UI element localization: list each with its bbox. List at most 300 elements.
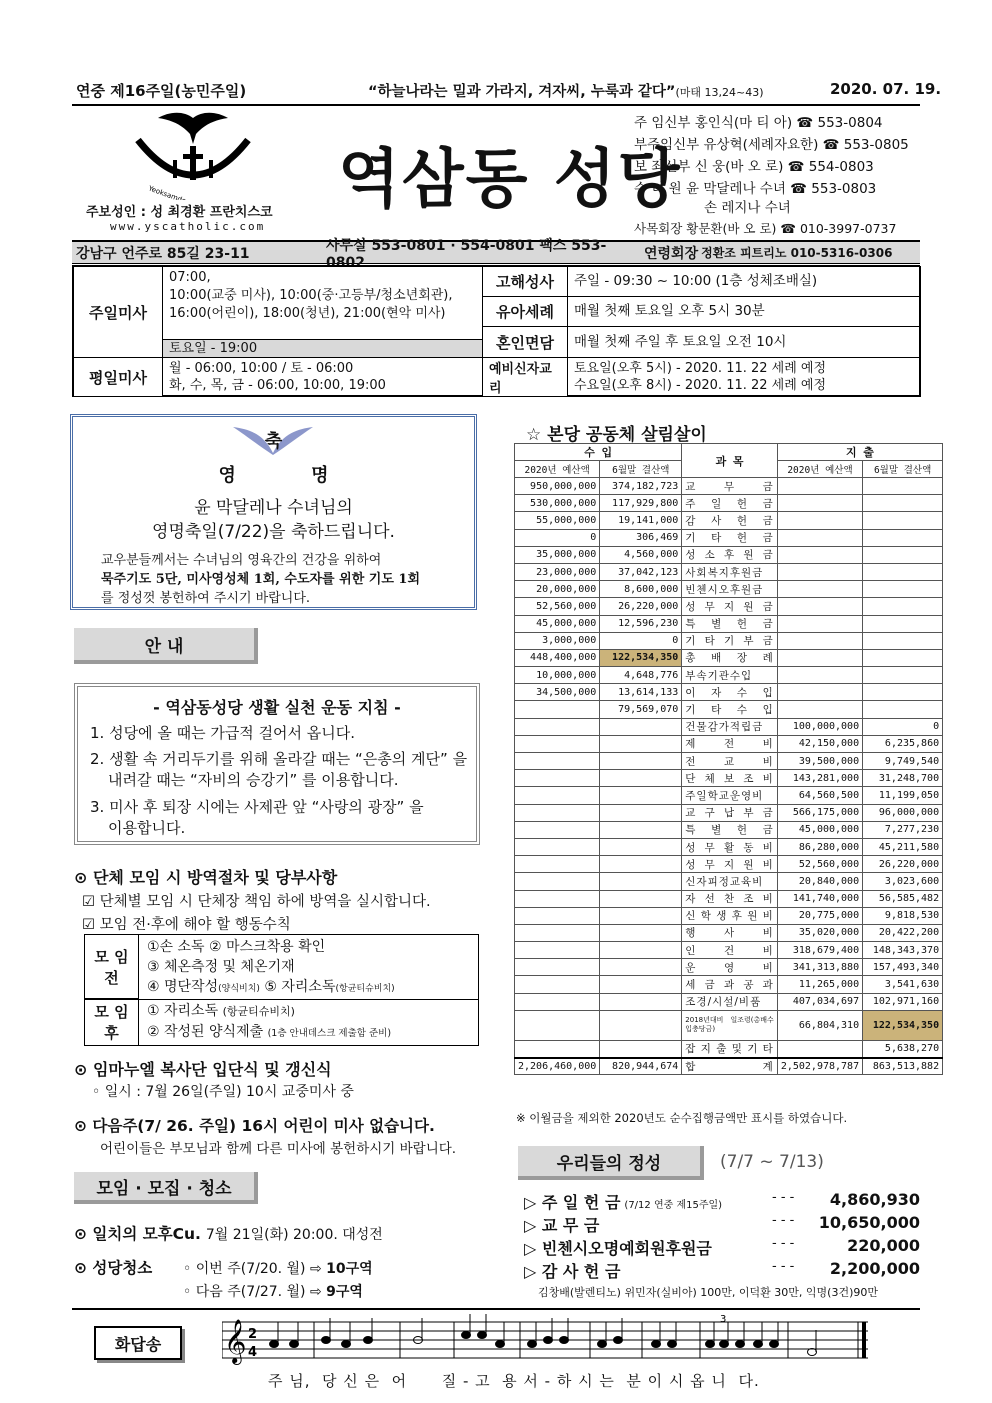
finance-value bbox=[600, 890, 682, 907]
finance-item: 2018년대비 일조령(총배수입충당금) bbox=[682, 1010, 778, 1040]
finance-value: 157,493,340 bbox=[863, 959, 943, 976]
finance-item: 특 별 헌 금 bbox=[682, 615, 778, 632]
finance-row bbox=[515, 804, 943, 821]
offering-row bbox=[524, 1236, 920, 1259]
offering-label: ▷ 주 일 헌 금 bbox=[524, 1193, 621, 1212]
music-note bbox=[808, 1349, 817, 1356]
finance-item: 총 배 장 례 bbox=[682, 649, 778, 666]
finance-value: 122,534,350 bbox=[600, 649, 682, 666]
finance-value bbox=[600, 838, 682, 855]
finance-row bbox=[515, 478, 943, 495]
finance-value: 148,343,370 bbox=[863, 942, 943, 959]
finance-item: 주 일 헌 금 bbox=[682, 495, 778, 512]
finance-value bbox=[515, 856, 600, 873]
finance-value: 42,150,000 bbox=[777, 735, 862, 752]
finance-total-value: 2,206,460,000 bbox=[515, 1058, 600, 1075]
before-meeting-steps: ①손 소독 ② 마스크착용 확인 ③ 체온측정 및 체온기재 ④ 명단작성(양식비치) ⑤ 자리소독(항균티슈비치) bbox=[147, 939, 395, 995]
infant-baptism-time: 매월 첫째 토요일 오후 5시 30분 bbox=[567, 296, 921, 327]
finance-value bbox=[600, 959, 682, 976]
finance-row bbox=[515, 873, 943, 890]
finance-row bbox=[515, 838, 943, 855]
finance-item: 기 타 기 부 금 bbox=[682, 632, 778, 649]
offering-label: ▷ 빈첸시오명예회원후원금 bbox=[524, 1239, 712, 1258]
finance-value: 117,929,800 bbox=[600, 495, 682, 512]
church-name: 역삼동 성당 bbox=[338, 142, 682, 217]
finance-item: 단 체 보 조 비 bbox=[682, 770, 778, 787]
feast-line1: 윤 막달레나 수녀님의 bbox=[194, 498, 353, 518]
offering-amount: 10,650,000 bbox=[818, 1213, 920, 1232]
music-note bbox=[528, 1341, 537, 1348]
finance-item: 신자피정교육비 bbox=[682, 873, 778, 890]
finance-value bbox=[863, 512, 943, 529]
music-note bbox=[290, 1341, 299, 1348]
finance-total-label: 합 계 bbox=[682, 1058, 778, 1075]
finance-total-row bbox=[515, 1058, 943, 1075]
finance-value bbox=[515, 890, 600, 907]
finance-value: 52,560,000 bbox=[777, 856, 862, 873]
psalm-lyrics: 주 님, 당 신 은 어 질 - 고 용 서 - 하 시 는 분 이 시 옵 니 다. bbox=[268, 1372, 760, 1390]
finance-value: 96,000,000 bbox=[863, 804, 943, 821]
finance-item: 특 별 헌 금 bbox=[682, 821, 778, 838]
finance-item: 기 타 수 입 bbox=[682, 701, 778, 718]
finance-value bbox=[863, 615, 943, 632]
treble-clef-icon: 𝄞 bbox=[224, 1319, 247, 1363]
finance-value bbox=[515, 942, 600, 959]
finance-value: 7,277,230 bbox=[863, 821, 943, 838]
offering-donors: 김창배(발렌티노) 위민자(실비아) 100만, 이덕환 30만, 익명(3건)90만 bbox=[538, 1286, 878, 1299]
finance-value bbox=[777, 598, 862, 615]
finance-value bbox=[863, 632, 943, 649]
address: 강남구 언주로 85길 23-11 bbox=[76, 245, 250, 262]
finance-value bbox=[777, 478, 862, 495]
footer-divider bbox=[72, 1308, 920, 1310]
offering-dash: - - - bbox=[772, 1236, 795, 1251]
finance-value bbox=[777, 529, 862, 546]
finance-value: 100,000,000 bbox=[777, 718, 862, 735]
feast-title: 축 bbox=[264, 431, 283, 452]
finance-row bbox=[515, 563, 943, 580]
offering-amount: 4,860,930 bbox=[829, 1190, 920, 1209]
music-note bbox=[770, 1341, 779, 1348]
finance-item: 세 금 과 공 과 bbox=[682, 976, 778, 993]
offering-row bbox=[524, 1259, 920, 1282]
expense-budget-header: 2020년 예산액 bbox=[777, 461, 862, 478]
finance-value: 0 bbox=[863, 718, 943, 735]
group-rules-check2: ☑ 모임 전·후에 해야 할 행동수칙 bbox=[82, 917, 291, 933]
finance-value bbox=[777, 581, 862, 598]
finance-value bbox=[863, 546, 943, 563]
offering-row bbox=[524, 1213, 920, 1236]
music-note bbox=[614, 1337, 623, 1344]
music-note bbox=[720, 1341, 729, 1348]
finance-value bbox=[600, 821, 682, 838]
feast-body1: 교우분들께서는 수녀님의 영육간의 건강을 위하여 bbox=[101, 553, 382, 568]
finance-value: 31,248,700 bbox=[863, 770, 943, 787]
finance-item: 이 자 수 입 bbox=[682, 684, 778, 701]
finance-value: 23,000,000 bbox=[515, 563, 600, 580]
address-bar bbox=[72, 237, 920, 271]
finance-row bbox=[515, 598, 943, 615]
finance-item: 사회복지후원금 bbox=[682, 563, 778, 580]
finance-value: 45,211,580 bbox=[863, 838, 943, 855]
offering-dash: - - - bbox=[772, 1213, 795, 1228]
after-meeting-label: 모 임 후 bbox=[85, 999, 139, 1045]
finance-value bbox=[515, 959, 600, 976]
offering-amount: 220,000 bbox=[847, 1236, 920, 1255]
notice-box-title: - 역삼동성당 생활 실천 운동 지침 - bbox=[153, 698, 401, 717]
finance-item: 감 사 헌 금 bbox=[682, 512, 778, 529]
finance-value bbox=[777, 615, 862, 632]
offering-dash: - - - bbox=[772, 1259, 795, 1274]
finance-row bbox=[515, 684, 943, 701]
finance-value: 407,034,697 bbox=[777, 993, 862, 1010]
group-rules-table bbox=[84, 934, 479, 1046]
finance-value bbox=[863, 563, 943, 580]
finance-row bbox=[515, 959, 943, 976]
finance-value bbox=[777, 563, 862, 580]
finance-item: 행 사 비 bbox=[682, 924, 778, 941]
finance-row bbox=[515, 753, 943, 770]
finance-row bbox=[515, 735, 943, 752]
offering-amount: 2,200,000 bbox=[829, 1259, 920, 1278]
finance-value bbox=[600, 804, 682, 821]
before-meeting-label: 모 임 전 bbox=[85, 935, 139, 999]
finance-row bbox=[515, 787, 943, 804]
feast-subtitle: 영 명 bbox=[218, 465, 329, 486]
finance-value bbox=[777, 701, 862, 718]
finance-value: 64,560,500 bbox=[777, 787, 862, 804]
contact-sister: 손 레지나 수녀 bbox=[704, 200, 791, 216]
finance-item: 신 학 생 후 원 비 bbox=[682, 907, 778, 924]
finance-value bbox=[777, 649, 862, 666]
music-note bbox=[478, 1332, 487, 1339]
income-june-header: 6월말 결산액 bbox=[600, 461, 682, 478]
finance-row bbox=[515, 821, 943, 838]
finance-value bbox=[600, 976, 682, 993]
finance-item: 건물감가적립금 bbox=[682, 718, 778, 735]
contact-vicar: 보 좌신부 신 웅(바 오 로) ☎ 554-0803 bbox=[634, 159, 874, 175]
finance-row bbox=[515, 993, 943, 1010]
finance-value: 86,280,000 bbox=[777, 838, 862, 855]
cleaning-title: ⊙ 성당청소 bbox=[74, 1259, 153, 1277]
after-meeting-steps: ① 자리소독 (항균티슈비치) ② 작성된 양식제출 (1층 안내데스크 제출함 준비) bbox=[147, 1003, 392, 1040]
meeting-section-title: 모임 · 모집 · 청소 bbox=[74, 1172, 258, 1204]
finance-value bbox=[515, 770, 600, 787]
finance-item: 교 구 납 부 금 bbox=[682, 804, 778, 821]
finance-value: 34,500,000 bbox=[515, 684, 600, 701]
offering-sub: (7/12 연중 제15주일) bbox=[624, 1200, 723, 1211]
finance-value: 306,469 bbox=[600, 529, 682, 546]
finance-value bbox=[515, 976, 600, 993]
finance-value: 20,775,000 bbox=[777, 907, 862, 924]
finance-value: 19,141,000 bbox=[600, 512, 682, 529]
finance-value: 37,042,123 bbox=[600, 563, 682, 580]
finance-row bbox=[515, 718, 943, 735]
triplet-mark: 3 bbox=[720, 1314, 727, 1325]
finance-value bbox=[515, 753, 600, 770]
offering-period: (7/7 ~ 7/13) bbox=[720, 1152, 824, 1172]
finance-row bbox=[515, 581, 943, 598]
finance-item: 빈첸시오후원금 bbox=[682, 581, 778, 598]
finance-row bbox=[515, 649, 943, 666]
finance-value: 52,560,000 bbox=[515, 598, 600, 615]
finance-row bbox=[515, 632, 943, 649]
music-note bbox=[706, 1341, 715, 1348]
finance-value bbox=[863, 495, 943, 512]
finance-value bbox=[777, 684, 862, 701]
contact-pastor: 주 임신부 홍인식(마 티 아) ☎ 553-0804 bbox=[634, 115, 883, 131]
offering-list bbox=[524, 1190, 920, 1282]
music-note bbox=[544, 1337, 553, 1344]
finance-value bbox=[600, 1040, 682, 1057]
finance-value: 0 bbox=[515, 529, 600, 546]
finance-item: 기 타 헌 금 bbox=[682, 529, 778, 546]
offering-row bbox=[524, 1190, 920, 1213]
finance-title: ☆ 본당 공동체 살림살이 bbox=[526, 425, 707, 445]
contact-assistant-pastor: 부주임신부 유상혁(세례자요한) ☎ 553-0805 bbox=[634, 137, 909, 153]
finance-value: 448,400,000 bbox=[515, 649, 600, 666]
finance-total-value: 2,502,978,787 bbox=[777, 1058, 862, 1075]
finance-value: 12,596,230 bbox=[600, 615, 682, 632]
music-note bbox=[342, 1341, 351, 1348]
finance-value: 122,534,350 bbox=[863, 1010, 943, 1040]
website-link[interactable]: www.yscatholic.com bbox=[110, 220, 266, 233]
finance-item: 조경/시설/비품 bbox=[682, 993, 778, 1010]
finance-value bbox=[777, 632, 862, 649]
finance-value: 143,281,000 bbox=[777, 770, 862, 787]
finance-value bbox=[777, 1040, 862, 1057]
finance-value: 9,818,530 bbox=[863, 907, 943, 924]
time-sig-top: 2 bbox=[248, 1327, 258, 1342]
finance-row bbox=[515, 1010, 943, 1040]
income-header: 수 입 bbox=[515, 444, 682, 461]
offering-label: ▷ 감 사 헌 금 bbox=[524, 1262, 621, 1281]
finance-value bbox=[777, 512, 862, 529]
finance-value: 56,585,482 bbox=[863, 890, 943, 907]
children-mass-notice: ⊙ 다음주(7/ 26. 주일) 16시 어린이 미사 없습니다. bbox=[74, 1117, 435, 1135]
finance-table bbox=[514, 443, 943, 1075]
cleaning-this-week: ◦ 이번 주(7/20. 월) ⇨ 10구역 bbox=[183, 1261, 373, 1277]
finance-row bbox=[515, 890, 943, 907]
psalm-staff bbox=[222, 1314, 872, 1370]
altar-server-title: ⊙ 임마누엘 복사단 입단식 및 갱신식 bbox=[74, 1060, 332, 1079]
finance-value bbox=[515, 838, 600, 855]
finance-row bbox=[515, 667, 943, 684]
finance-value bbox=[600, 718, 682, 735]
feast-box bbox=[70, 414, 477, 610]
finance-item: 제 전 비 bbox=[682, 735, 778, 752]
finance-table-wrap bbox=[514, 443, 943, 1075]
finance-value bbox=[863, 581, 943, 598]
weekday-mass-times: 월 - 06:00, 10:00 / 토 - 06:00 화, 수, 목, 금 - 06:00, 10:00, 19:00 bbox=[162, 357, 483, 397]
children-mass-detail: 어린이들은 부모님과 함께 다른 미사에 봉헌하시기 바랍니다. bbox=[100, 1141, 457, 1157]
finance-value: 20,000,000 bbox=[515, 581, 600, 598]
music-note bbox=[364, 1337, 373, 1344]
finance-item: 성 무 활 동 비 bbox=[682, 838, 778, 855]
finance-value bbox=[515, 907, 600, 924]
finance-value bbox=[515, 718, 600, 735]
finance-value bbox=[863, 684, 943, 701]
week-title: 연중 제16주일(농민주일) bbox=[76, 82, 247, 100]
finance-value: 341,313,880 bbox=[777, 959, 862, 976]
finance-value: 35,020,000 bbox=[777, 924, 862, 941]
music-note bbox=[754, 1341, 763, 1348]
header-divider bbox=[72, 104, 920, 106]
music-note bbox=[598, 1341, 607, 1348]
logo-text bbox=[146, 184, 249, 200]
finance-total-value: 820,944,674 bbox=[600, 1058, 682, 1075]
finance-item: 성 무 지 원 비 bbox=[682, 856, 778, 873]
finance-value bbox=[600, 907, 682, 924]
finance-value bbox=[863, 649, 943, 666]
feast-body2: 묵주기도 5단, 미사영성체 1회, 수도자를 위한 기도 1회 bbox=[101, 572, 421, 587]
finance-value: 8,600,000 bbox=[600, 581, 682, 598]
finance-value: 45,000,000 bbox=[515, 615, 600, 632]
gospel-quote: “하늘나라는 밀과 가라지, 겨자씨, 누룩과 같다”(마태 13,24~43) bbox=[368, 84, 764, 100]
finance-value: 141,740,000 bbox=[777, 890, 862, 907]
finance-value: 3,000,000 bbox=[515, 632, 600, 649]
music-note bbox=[462, 1332, 471, 1339]
finance-value: 3,023,600 bbox=[863, 873, 943, 890]
finance-value: 11,265,000 bbox=[777, 976, 862, 993]
sunday-mass-label: 주일미사 bbox=[73, 266, 163, 358]
music-note bbox=[270, 1341, 279, 1348]
finance-value bbox=[863, 667, 943, 684]
finance-value: 10,000,000 bbox=[515, 667, 600, 684]
finance-value bbox=[515, 993, 600, 1010]
infant-baptism-label: 유아세례 bbox=[482, 296, 568, 327]
finance-value bbox=[777, 495, 862, 512]
finance-value: 26,220,000 bbox=[863, 856, 943, 873]
finance-value: 20,422,200 bbox=[863, 924, 943, 941]
finance-value: 5,638,270 bbox=[863, 1040, 943, 1057]
finance-value bbox=[777, 546, 862, 563]
finance-value bbox=[515, 924, 600, 941]
cu-meeting: ⊙ 일치의 모후Cu. 7월 21일(화) 20:00. 대성전 bbox=[74, 1225, 383, 1243]
finance-item: 잡 지 출 및 기 타 bbox=[682, 1040, 778, 1057]
finance-value bbox=[600, 993, 682, 1010]
finance-value: 55,000,000 bbox=[515, 512, 600, 529]
finance-value: 374,182,723 bbox=[600, 478, 682, 495]
finance-row bbox=[515, 495, 943, 512]
expense-june-header: 6월말 결산액 bbox=[863, 461, 943, 478]
publisher: 주보성인 : 성 최경환 프란치스코 bbox=[86, 205, 273, 220]
income-budget-header: 2020년 예산액 bbox=[515, 461, 600, 478]
feast-line2: 영명축일(7/22)을 축하드립니다. bbox=[152, 522, 395, 542]
finance-value bbox=[600, 873, 682, 890]
finance-row bbox=[515, 512, 943, 529]
finance-value: 4,648,776 bbox=[600, 667, 682, 684]
finance-value: 6,235,860 bbox=[863, 735, 943, 752]
schedule-grid bbox=[72, 265, 920, 397]
finance-value: 66,804,310 bbox=[777, 1010, 862, 1040]
finance-value: 35,000,000 bbox=[515, 546, 600, 563]
finance-row bbox=[515, 907, 943, 924]
altar-server-detail: ◦ 일시 : 7월 26일(주일) 10시 교중미사 중 bbox=[92, 1084, 354, 1100]
finance-value bbox=[600, 1010, 682, 1040]
finance-value bbox=[515, 873, 600, 890]
finance-value: 566,175,000 bbox=[777, 804, 862, 821]
finance-item: 주일학교운영비 bbox=[682, 787, 778, 804]
finance-note: ※ 이월금을 제외한 2020년도 순수집행금액만 표시를 하였습니다. bbox=[516, 1111, 848, 1125]
finance-row bbox=[515, 976, 943, 993]
finance-row bbox=[515, 924, 943, 941]
finance-row bbox=[515, 615, 943, 632]
finance-value: 530,000,000 bbox=[515, 495, 600, 512]
finance-item: 성 소 후 원 금 bbox=[682, 546, 778, 563]
music-note bbox=[668, 1341, 677, 1348]
finance-row bbox=[515, 856, 943, 873]
finance-value bbox=[863, 598, 943, 615]
confession-time: 주일 - 09:30 ~ 10:00 (1층 성체조배실) bbox=[567, 266, 921, 297]
finance-value bbox=[515, 1010, 600, 1040]
finance-value: 79,569,070 bbox=[600, 701, 682, 718]
group-rules-check1: ☑ 단체별 모임 시 단체장 책임 하에 방역을 실시합니다. bbox=[82, 894, 431, 910]
finance-value: 3,541,630 bbox=[863, 976, 943, 993]
finance-value bbox=[515, 821, 600, 838]
finance-value: 45,000,000 bbox=[777, 821, 862, 838]
finance-value: 13,614,133 bbox=[600, 684, 682, 701]
finance-value bbox=[600, 942, 682, 959]
item-header: 과 목 bbox=[682, 444, 778, 478]
finance-value bbox=[600, 856, 682, 873]
finance-value bbox=[600, 924, 682, 941]
finance-value: 950,000,000 bbox=[515, 478, 600, 495]
music-note bbox=[736, 1341, 745, 1348]
offering-section-title: 우리들의 정성 bbox=[518, 1146, 704, 1180]
church-logo bbox=[128, 110, 258, 200]
finance-value: 4,560,000 bbox=[600, 546, 682, 563]
office-phone: 사무실 553-0801 · 554-0801 팩스 553-0802 bbox=[326, 237, 607, 271]
music-note bbox=[652, 1341, 661, 1348]
federation-contact: 정환조 피트리노 010-5316-0306 bbox=[701, 246, 893, 260]
federation-label: 연령회장 bbox=[644, 245, 699, 262]
psalm-label: 화답송 bbox=[94, 1326, 182, 1360]
sunday-mass-times: 07:00, 10:00(교중 미사), 10:00(중·고등부/청소년회관), 16:00(어린이), 18:00(청년), 21:00(현악 미사) bbox=[162, 266, 483, 340]
weekday-mass-label: 평일미사 bbox=[73, 357, 163, 397]
notice-item-2b: 내려갈 때는 “자비의 승강기” 를 이용합니다. bbox=[108, 771, 399, 789]
notice-item-1: 1. 성당에 올 때는 가급적 걸어서 옵니다. bbox=[90, 724, 356, 742]
offering-dash: - - - bbox=[772, 1190, 795, 1205]
finance-value: 39,500,000 bbox=[777, 753, 862, 770]
confession-label: 고해성사 bbox=[482, 266, 568, 297]
notice-item-3b: 이용합니다. bbox=[108, 819, 186, 837]
offering-label: ▷ 교 무 금 bbox=[524, 1216, 600, 1235]
finance-item: 자 선 찬 조 비 bbox=[682, 890, 778, 907]
music-note bbox=[496, 1341, 505, 1348]
finance-value bbox=[515, 701, 600, 718]
wedding-time: 매월 첫째 주일 후 토요일 오전 10시 bbox=[567, 326, 921, 358]
finance-value bbox=[863, 478, 943, 495]
finance-value bbox=[515, 735, 600, 752]
finance-row bbox=[515, 942, 943, 959]
finance-item: 성 무 지 원 금 bbox=[682, 598, 778, 615]
finance-value bbox=[515, 1040, 600, 1057]
finance-item: 인 건 비 bbox=[682, 942, 778, 959]
finance-row bbox=[515, 701, 943, 718]
finance-item: 전 교 비 bbox=[682, 753, 778, 770]
notice-box bbox=[74, 683, 480, 845]
finance-value bbox=[863, 701, 943, 718]
finance-total-value: 863,513,882 bbox=[863, 1058, 943, 1075]
finance-item: 운 영 비 bbox=[682, 959, 778, 976]
finance-value bbox=[863, 529, 943, 546]
notice-item-3: 3. 미사 후 퇴장 시에는 사제관 앞 “사랑의 광장” 을 bbox=[90, 798, 424, 816]
finance-item: 교 무 금 bbox=[682, 478, 778, 495]
finance-value bbox=[600, 770, 682, 787]
finance-item: 부속기관수입 bbox=[682, 667, 778, 684]
saturday-mass: 토요일 - 19:00 bbox=[162, 339, 483, 358]
